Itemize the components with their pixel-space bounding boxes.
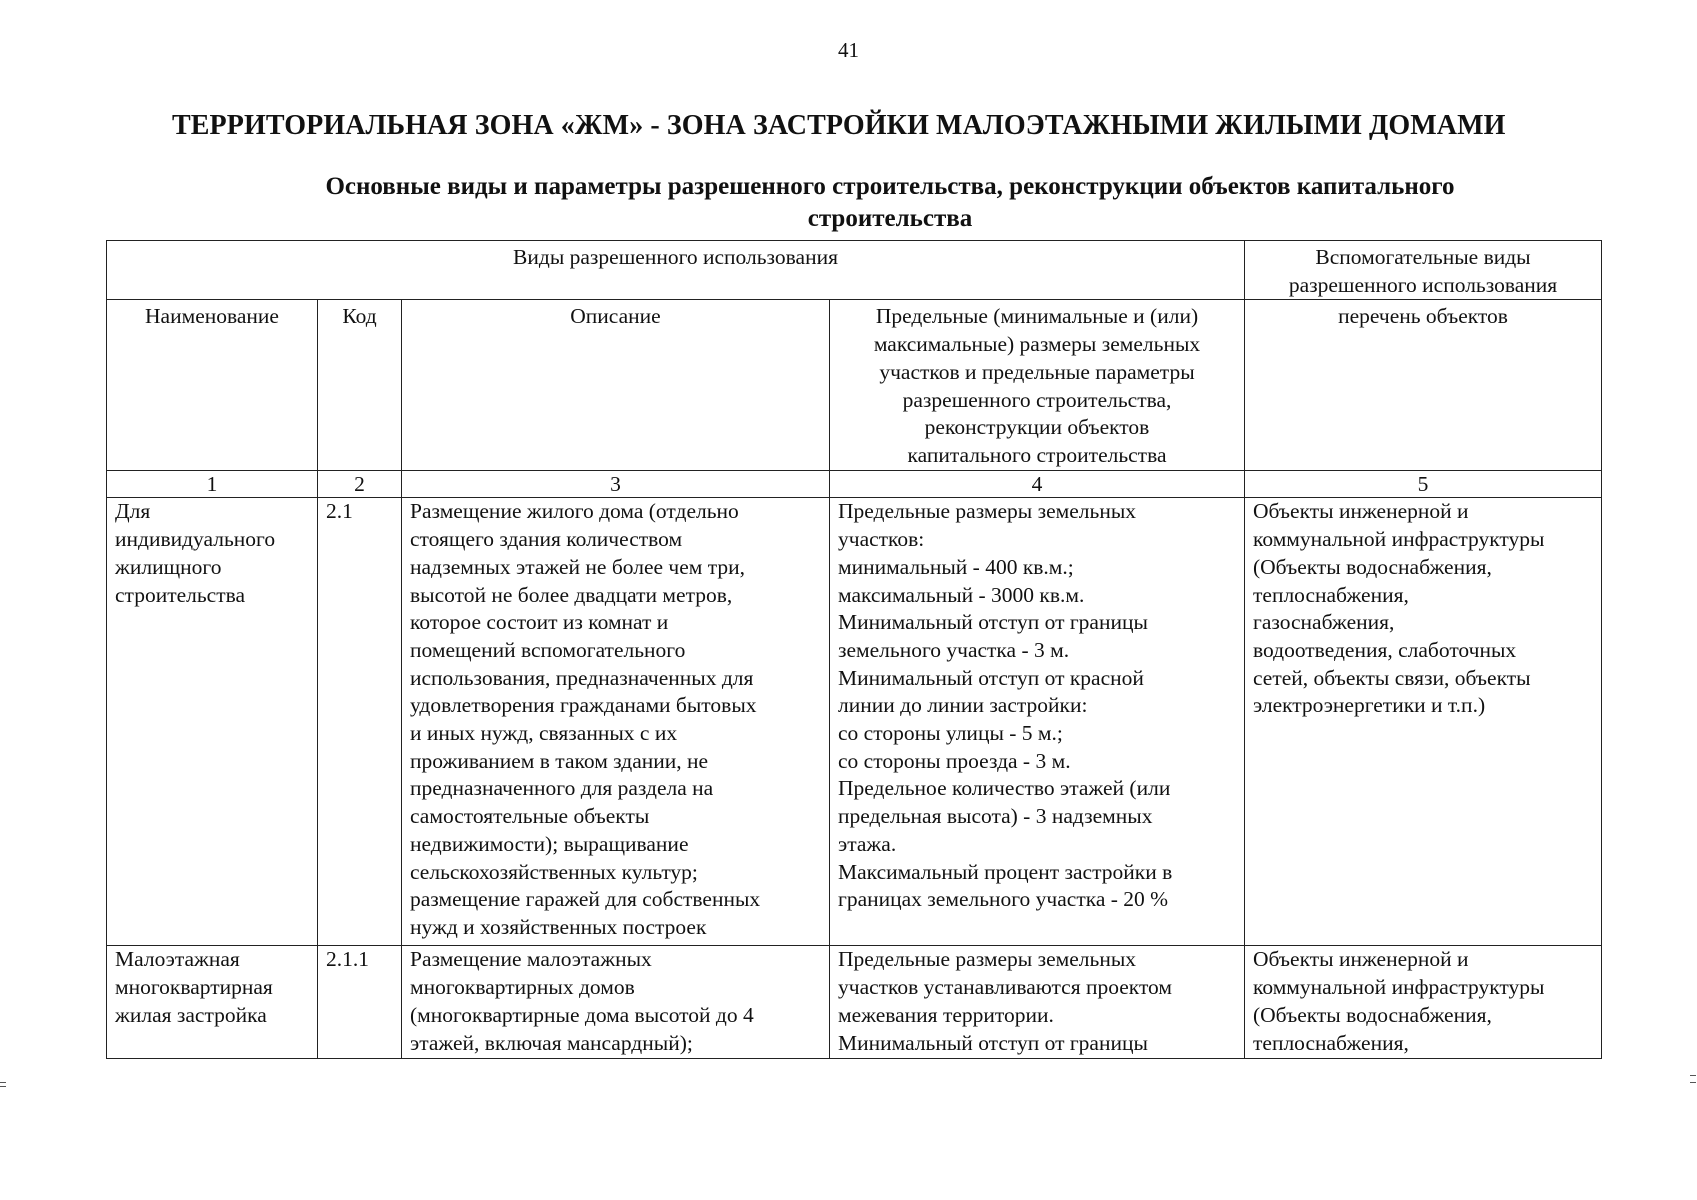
column-number: 3 — [402, 471, 830, 498]
cell-line: Максимальный процент застройки в — [838, 859, 1173, 884]
table-group-header-row — [107, 241, 1602, 300]
column-number-row — [107, 471, 1602, 498]
cell-line: индивидуального — [115, 527, 276, 552]
cell-line: нужд и хозяйственных построек — [410, 914, 707, 939]
cell-line: Минимальный отступ от границы — [838, 1030, 1148, 1055]
cell-line: Минимальный отступ от границы — [838, 610, 1148, 635]
cell-line: участков устанавливаются проектом — [838, 975, 1173, 1000]
cell-line: удовлетворения гражданами бытовых — [410, 693, 757, 718]
aux-header-cell — [1245, 241, 1602, 300]
cell-aux — [1245, 498, 1602, 946]
cell-line: жилищного — [115, 554, 222, 579]
cell-line: Для — [115, 499, 151, 524]
cell-line: многоквартирных домов — [410, 975, 635, 1000]
cell-line: сельскохозяйственных культур; — [410, 859, 698, 884]
cell-line: использования, предназначенных для — [410, 665, 754, 690]
limits-header-line: Предельные (минимальные и (или) — [875, 304, 1199, 329]
cell-line: (Объекты водоснабжения, — [1253, 554, 1492, 579]
cell-line: стоящего здания количеством — [410, 527, 683, 552]
cell-limits — [830, 498, 1245, 946]
aux-header-line: Вспомогательные виды — [1315, 245, 1531, 269]
limits-header-line: участков и предельные параметры — [879, 359, 1195, 384]
cell-line: участков: — [838, 527, 925, 552]
cell-line: предельная высота) - 3 надземных — [838, 804, 1153, 829]
table-row — [107, 946, 1602, 1059]
cell-aux — [1245, 946, 1602, 1059]
zone-title: ТЕРРИТОРИАЛЬНАЯ ЗОНА «ЖМ» - ЗОНА ЗАСТРОЙКИ МАЛОЭТАЖНЫМИ ЖИЛЫМИ ДОМАМИ — [172, 110, 1506, 141]
cell-line: теплоснабжения, — [1253, 582, 1409, 607]
col-header-limits — [830, 300, 1245, 471]
scan-mark — [0, 1082, 6, 1083]
cell-line: земельного участка - 3 м. — [838, 637, 1070, 662]
column-number: 1 — [107, 471, 318, 498]
cell-line: коммунальной инфраструктуры — [1253, 975, 1545, 1000]
cell-name — [107, 946, 318, 1059]
cell-line: самостоятельные объекты — [410, 804, 650, 829]
cell-line: (многоквартирные дома высотой до 4 — [410, 1002, 754, 1027]
subtitle-line: Основные виды и параметры разрешенного строительства, реконструкции объектов капитального — [325, 173, 1455, 200]
section-subtitle — [240, 171, 1540, 235]
scan-mark — [1690, 1075, 1696, 1076]
aux-header-line: разрешенного использования — [1288, 272, 1558, 297]
subtitle-line: строительства — [807, 205, 973, 232]
cell-line: водоотведения, слаботочных — [1253, 637, 1517, 662]
column-number: 2 — [318, 471, 402, 498]
col-header-code: Код — [318, 300, 402, 471]
cell-line: Объекты инженерной и — [1253, 947, 1469, 972]
cell-line: размещение гаражей для собственных — [410, 887, 761, 912]
cell-line: со стороны улицы - 5 м.; — [838, 721, 1063, 746]
cell-line: Малоэтажная — [115, 947, 240, 972]
cell-line: Объекты инженерной и — [1253, 499, 1469, 524]
cell-line: максимальный - 3000 кв.м. — [838, 582, 1085, 607]
cell-line: предназначенного для раздела на — [410, 776, 714, 801]
limits-header-line: реконструкции объектов — [924, 415, 1150, 440]
cell-line: Предельное количество этажей (или — [838, 776, 1171, 801]
cell-line: жилая застройка — [115, 1002, 267, 1027]
cell-line: помещений вспомогательного — [410, 637, 686, 662]
cell-line: этажей, включая мансардный); — [410, 1030, 693, 1055]
cell-line: надземных этажей не более чем три, — [410, 554, 746, 579]
zoning-table — [106, 240, 1602, 1059]
cell-line: теплоснабжения, — [1253, 1030, 1409, 1055]
scan-mark — [1690, 1082, 1696, 1083]
cell-line: сетей, объекты связи, объекты — [1253, 665, 1531, 690]
cell-line: со стороны проезда - 3 м. — [838, 748, 1071, 773]
limits-header-line: капитального строительства — [907, 442, 1167, 467]
cell-line: Размещение жилого дома (отдельно — [410, 499, 739, 524]
col-header-description: Описание — [402, 300, 830, 471]
cell-line: линии до линии застройки: — [838, 693, 1088, 718]
column-number: 4 — [830, 471, 1245, 498]
cell-line: межевания территории. — [838, 1002, 1054, 1027]
cell-line: коммунальной инфраструктуры — [1253, 527, 1545, 552]
limits-header-line: разрешенного строительства, — [902, 387, 1172, 412]
cell-description — [402, 498, 830, 946]
cell-line: и иных нужд, связанных с их — [410, 721, 678, 746]
cell-line: которое состоит из комнат и — [410, 610, 669, 635]
cell-line: Минимальный отступ от красной — [838, 665, 1144, 690]
cell-line: строительства — [115, 582, 246, 607]
cell-line: газоснабжения, — [1253, 610, 1395, 635]
cell-line: Предельные размеры земельных — [838, 947, 1137, 972]
cell-code: 2.1.1 — [318, 946, 402, 1059]
cell-line: высотой не более двадцати метров, — [410, 582, 733, 607]
cell-line: многоквартирная — [115, 975, 273, 1000]
cell-line: электроэнергетики и т.п.) — [1253, 693, 1486, 718]
cell-name — [107, 498, 318, 946]
cell-line: Размещение малоэтажных — [410, 947, 652, 972]
cell-line: проживанием в таком здании, не — [410, 748, 709, 773]
page-number: 41 — [838, 38, 859, 62]
cell-line: Предельные размеры земельных — [838, 499, 1137, 524]
table-column-header-row — [107, 300, 1602, 471]
cell-line: границах земельного участка - 20 % — [838, 887, 1169, 912]
cell-line: (Объекты водоснабжения, — [1253, 1002, 1492, 1027]
cell-line: этажа. — [838, 831, 897, 856]
cell-code: 2.1 — [318, 498, 402, 946]
col-header-aux: перечень объектов — [1245, 300, 1602, 471]
limits-header-line: максимальные) размеры земельных — [873, 332, 1201, 357]
col-header-name: Наименование — [107, 300, 318, 471]
table-row — [107, 498, 1602, 946]
cell-limits — [830, 946, 1245, 1059]
cell-description — [402, 946, 830, 1059]
cell-line: минимальный - 400 кв.м.; — [838, 554, 1074, 579]
column-number: 5 — [1245, 471, 1602, 498]
scan-mark — [0, 1086, 6, 1087]
group-header-cell: Виды разрешенного использования — [107, 241, 1245, 300]
cell-line: недвижимости); выращивание — [410, 831, 689, 856]
